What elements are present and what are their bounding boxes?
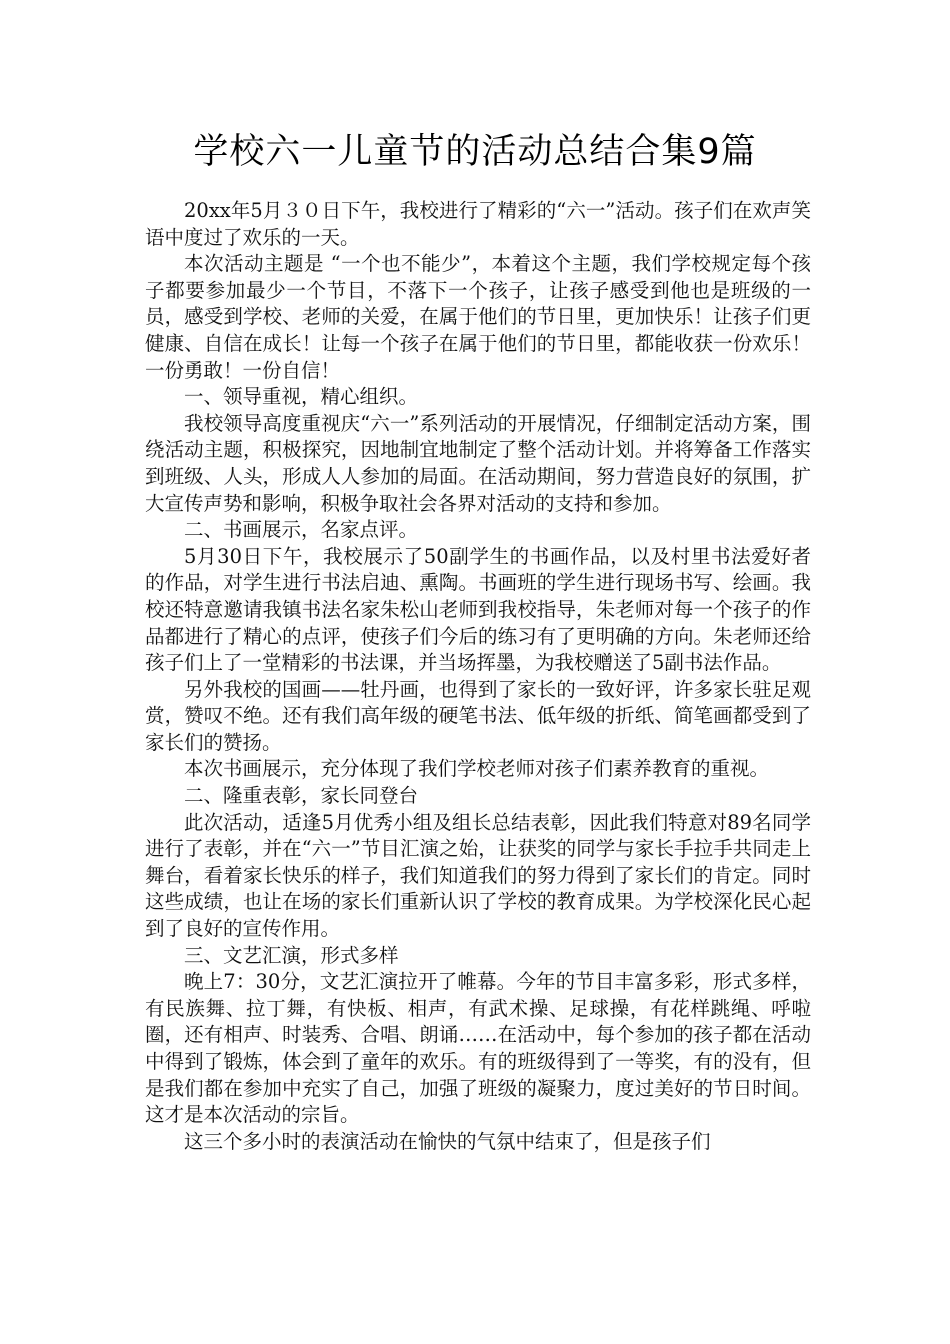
paragraph-intro: 20xx年5月３０日下午，我校进行了精彩的“六一”活动。孩子们在欢声笑语中度过了欢乐的一天。 — [145, 199, 811, 249]
paragraph-leadership: 我校领导高度重视庆“六一”系列活动的开展情况，仔细制定活动方案，围绕活动主题，积极探究，因地制宜地制定了整个活动计划。并将筹备工作落实到班级、人头，形成人人参加的局面。在活动期间，努力营造良好的氛围，扩大宣传声势和影响，积极争取社会各界对活动的支持和参加。 — [145, 411, 811, 515]
paragraph-performance: 晚上7：30分，文艺汇演拉开了帷幕。今年的节目丰富多彩，形式多样，有民族舞、拉丁舞，有快板、相声，有武术操、足球操，有花样跳绳、呼啦圈，还有相声、时装秀、合唱、朗诵……在活动中，每个参加的孩子都在活动中得到了锻炼，体会到了童年的欢乐。有的班级得到了一等奖，有的没有，但是我们都在参加中充实了自己，加强了班级的凝聚力，度过美好的节日时间。这才是本次活动的宗旨。 — [145, 970, 811, 1127]
document-body — [145, 198, 811, 1155]
paragraph-awards: 此次活动，适逢5月优秀小组及组长总结表彰，因此我们特意对89名同学进行了表彰，并在“六一”节目汇演之始，让获奖的同学与家长手拉手共同走上舞台，看着家长快乐的样子，我们知道我们的努力得到了家长们的肯定。同时这些成绩，也让在场的家长们重新认识了学校的教育成果。为学校深化民心起到了良好的宣传作用。 — [145, 810, 811, 941]
paragraph-calligraphy: 5月30日下午，我校展示了50副学生的书画作品，以及村里书法爱好者的作品，对学生进行书法启迪、熏陶。书画班的学生进行现场书写、绘画。我校还特意邀请我镇书法名家朱松山老师到我校指导，朱老师对每一个孩子的作品都进行了精心的点评，使孩子们今后的练习有了更明确的方向。朱老师还给孩子们上了一堂精彩的书法课，并当场挥墨，为我校赠送了5副书法作品。 — [145, 544, 811, 675]
paragraph-painting: 另外我校的国画——牡丹画，也得到了家长的一致好评，许多家长驻足观赏，赞叹不绝。还有我们高年级的硬笔书法、低年级的折纸、简笔画都受到了家长们的赞扬。 — [145, 677, 811, 754]
paragraph-theme: 本次活动主题是 “一个也不能少”，本着这个主题，我们学校规定每个孩子都要参加最少一个节目，不落下一个孩子，让孩子感受到他也是班级的一员，感受到学校、老师的关爱，在属于他们的节日里，更加快乐！让孩子们更健康、自信在成长！让每一个孩子在属于他们的节日里，都能收获一份欢乐！一份勇敢！一份自信！ — [145, 252, 811, 382]
paragraph-closing: 这三个多小时的表演活动在愉快的气氛中结束了，但是孩子们 — [184, 1129, 711, 1153]
section-heading-leadership: 一、领导重视，精心组织。 — [184, 385, 419, 409]
section-heading-awards: 二、隆重表彰，家长同登台 — [184, 784, 419, 808]
section-heading-performance: 三、文艺汇演，形式多样 — [184, 943, 399, 967]
paragraph-calligraphy-summary: 本次书画展示，充分体现了我们学校老师对孩子们素养教育的重视。 — [184, 757, 770, 781]
document-title: 学校六一儿童节的活动总结合集9篇 — [193, 132, 757, 172]
section-heading-calligraphy: 二、书画展示，名家点评。 — [184, 518, 419, 542]
